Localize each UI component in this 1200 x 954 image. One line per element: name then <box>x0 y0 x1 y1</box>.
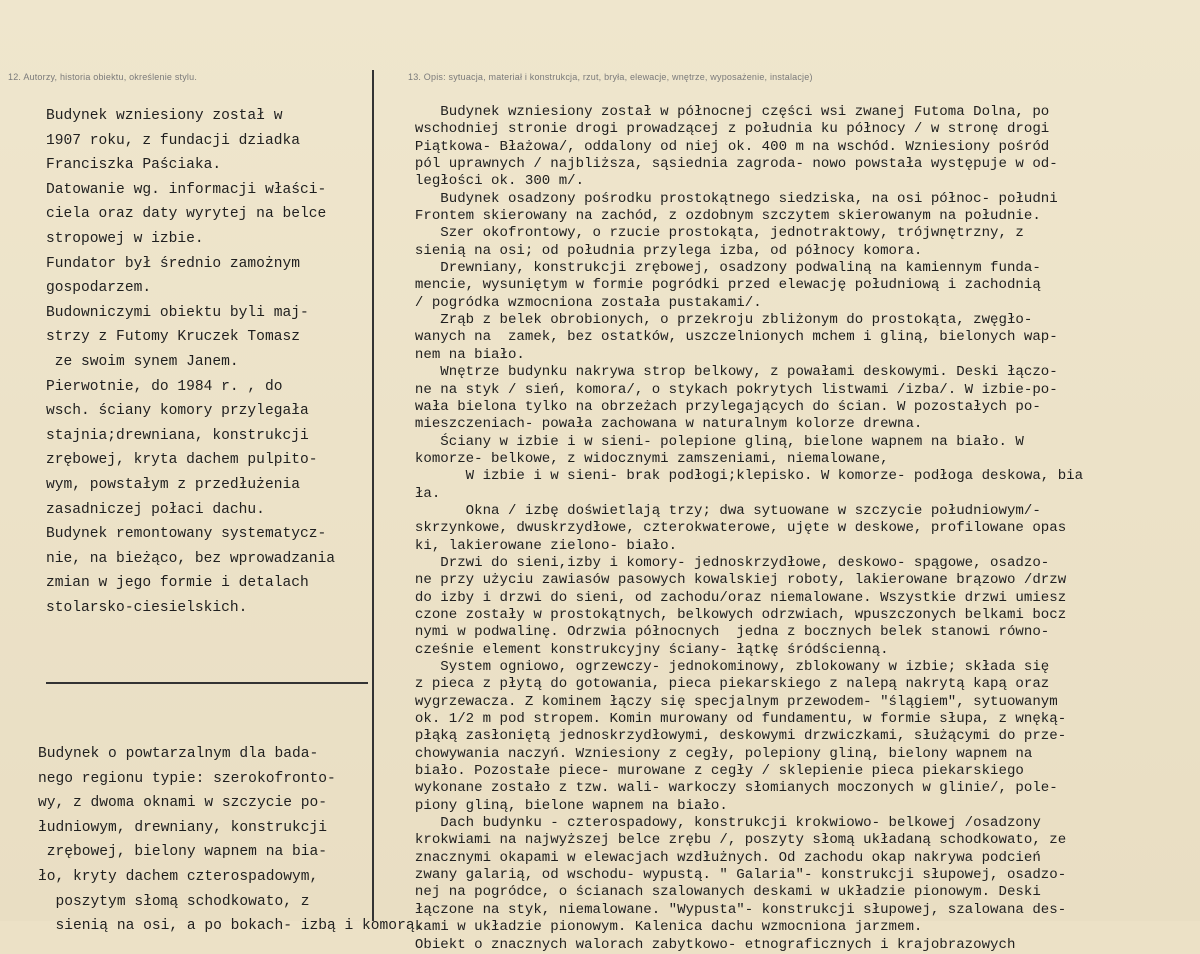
text-line: stolarsko-ciesielskich. <box>46 599 248 616</box>
text-line: zrębowej, kryta dachem pulpito- <box>46 452 318 469</box>
text-line: Ściany w izbie i w sieni- polepione gliną, bielone wapnem na biało. W <box>398 433 1024 450</box>
text-line: wsch. ściany komory przylegała <box>46 403 309 420</box>
text-line: czone zostały w prostokątnych, belkowych odrzwiach, wpuszczonych belkami bocz <box>398 606 1067 623</box>
text-line: znacznymi okapami w elewacjach wzdłużnych. Od zachodu okap nakrywa podcień <box>398 849 1041 866</box>
text-line: do izby i drzwi do sieni, od zachodu/oraz niemalowane. Wszystkie drzwi umiesz <box>398 589 1067 606</box>
text-line: Okna / izbę doświetlają trzy; dwa sytuowane w szczycie południowym/- <box>398 502 1041 519</box>
text-line: zrębowej, bielony wapnem na bia- <box>38 844 328 861</box>
text-line: cześnie element konstrukcyjny ściany- łątkę śródścienną. <box>398 641 889 658</box>
text-line: stajnia;drewniana, konstrukcji <box>46 427 309 444</box>
description-text <box>398 104 1198 954</box>
text-line: Franciszka Paściaka. <box>46 157 222 174</box>
text-line: ległości ok. 300 m/. <box>398 173 585 190</box>
text-line: System ogniowo, ogrzewczy- jednokominowy, zblokowany w izbie; składa się <box>398 659 1050 675</box>
text-line: strzy z Futomy Kruczek Tomasz <box>46 329 300 346</box>
text-line: Datowanie wg. informacji właści- <box>46 181 327 198</box>
text-line: wanych na zamek, bez ostatków, uszczelnionych mchem i gliną, bielonych wap- <box>398 329 1058 346</box>
text-line: wała bielona tylko na obrzeżach przylegających do ścian. W pozostałych po- <box>398 398 1041 415</box>
text-line: ne przy użyciu zawiasów pasowych kowalskiej roboty, lakierowane brązowo /drzw <box>398 572 1067 589</box>
text-line: nie, na bieżąco, bez wprowadzania <box>46 550 336 567</box>
text-line: W izbie i w sieni- brak podłogi;klepisko. W komorze- podłoga deskowa, bia <box>398 468 1084 485</box>
text-line: ła. <box>398 485 441 502</box>
text-line: stropowej w izbie. <box>46 230 204 247</box>
text-line: Budowniczymi obiektu byli maj- <box>46 304 309 321</box>
text-line: z pieca z płytą do gotowania, pieca piekarskiego z nalepą nakrytą kapą oraz <box>398 676 1050 693</box>
text-line: mieszczeniach- powała zachowana w naturalnym kolorze drewna. <box>398 416 923 433</box>
text-line: / pogródka wzmocniona została pustakami/. <box>398 294 762 311</box>
text-line: wschodniej stronie drogi prowadzącej z południa ku północy / w stronę drogi <box>398 121 1050 138</box>
text-line: chowywania naczyń. Wzniesiony z cegły, polepiony gliną, bielony wapnem na <box>398 745 1033 762</box>
text-line: nem na biało. <box>398 346 525 363</box>
text-line: Piątkowa- Błażowa/, oddalony od niej ok. 400 m na wschód. Wzniesiony pośród <box>398 138 1050 155</box>
text-line: Budynek remontowany systematycz- <box>46 526 327 543</box>
text-line: Wnętrze budynku nakrywa strop belkowy, z powałami deskowymi. Deski łączo- <box>398 364 1058 381</box>
text-line: wym, powstałym z przedłużenia <box>46 476 300 493</box>
text-line: Obiekt o znacznych walorach zabytkowo- etnograficznych i krajobrazowych <box>398 936 1016 953</box>
text-line: płąką zasłoniętą jednoskrzydłowymi, deskowymi drzwiczkami, służącymi do prze- <box>398 728 1067 745</box>
text-line: nej na pogródce, o ścianach szalowanych deskami w układzie pionowym. Deski <box>398 884 1041 901</box>
text-line: skrzynkowe, dwuskrzydłowe, czterokwaterowe, ujęte w deskowe, profilowane opas <box>398 520 1067 537</box>
text-line: łudniowym, drewniany, konstrukcji <box>38 819 328 836</box>
text-line: Dach budynku - czterospadowy, konstrukcji krokwiowo- belkowej /osadzony <box>398 815 1041 832</box>
section-divider <box>46 682 368 684</box>
text-line: ne na styk / sień, komora/, o stykach pokrytych listwami /izba/. W izbie-po- <box>398 381 1058 398</box>
text-line: ok. 1/2 m pod stropem. Komin murowany od fundamentu, w formie słupa, z wnęką- <box>398 711 1067 728</box>
left-column-header: 12. Autorzy, historia obiektu, określenie stylu. <box>8 72 198 82</box>
text-line: pól uprawnych / najbliższa, sąsiednia zagroda- nowo powstała występuje w od- <box>398 156 1058 173</box>
text-line: Drewniany, konstrukcji zrębowej, osadzony podwaliną na kamiennym funda- <box>398 260 1041 277</box>
text-line: ciela oraz daty wyrytej na belce <box>46 206 327 223</box>
text-line: Zrąb z belek obrobionych, o przekroju zbliżonym do prostokąta, zwęgło- <box>398 312 1033 329</box>
text-line: Drzwi do sieni,izby i komory- jednoskrzydłowe, deskowo- spągowe, osadzo- <box>398 554 1050 571</box>
text-line: nego regionu typie: szerokofronto- <box>38 770 336 787</box>
text-line: wy, z dwoma oknami w szczycie po- <box>38 795 328 812</box>
text-line: ki, lakierowane zielono- biało. <box>398 537 678 554</box>
text-line: poszytym słomą schodkowato, z <box>38 893 310 910</box>
style-text <box>38 742 424 939</box>
text-line: kami w układzie pionowym. Kalenica dachu wzmocniona jarzmem. <box>398 919 923 936</box>
text-line: sienią na osi; od południa przylega izba, od północy komora. <box>398 242 923 259</box>
text-line: Budynek o powtarzalnym dla bada- <box>38 746 319 762</box>
text-line: 1907 roku, z fundacji dziadka <box>46 132 300 149</box>
text-line: Budynek wzniesiony został w północnej części wsi zwanej Futoma Dolna, po <box>398 104 1050 120</box>
text-line: Szer okofrontowy, o rzucie prostokąta, jednotraktowy, trójwnętrzny, z <box>398 225 1024 242</box>
text-line: zmian w jego formie i detalach <box>46 575 309 592</box>
text-line: biało. Pozostałe piece- murowane z cegły / sklepienie pieca piekarskiego <box>398 763 1024 780</box>
text-line: zwany galarią, od wschodu- wypustą. " Galaria"- konstrukcji słupowej, osadzo- <box>398 867 1067 884</box>
text-line: wygrzewacza. Z kominem łączy się specjalnym przewodem- "ślągiem", sytuowanym <box>398 693 1058 710</box>
text-line: łączone na styk, niemalowane. "Wypusta"- konstrukcji słupowej, szalowana des- <box>398 901 1067 918</box>
text-line: Frontem skierowany na zachód, z ozdobnym szczytem skierowanym na południe. <box>398 208 1041 225</box>
text-line: gospodarzem. <box>46 280 152 297</box>
text-line: komorze- belkowe, z widocznymi zamszeniami, niemalowane, <box>398 450 889 467</box>
text-line: sienią na osi, a po bokach- izbą i komorą. <box>38 918 424 935</box>
text-line: ło, kryty dachem czterospadowym, <box>38 868 319 885</box>
text-line: piony gliną, bielone wapnem na biało. <box>398 797 728 814</box>
text-line: nymi w podwalinę. Odrzwia północnych jedna z bocznych belek stanowi równo- <box>398 624 1050 641</box>
text-line: Fundator był średnio zamożnym <box>46 255 300 272</box>
text-line: zasadniczej połaci dachu. <box>46 501 265 518</box>
text-line: wykonane zostało z tzw. wali- warkoczy słomianych moczonych w glinie/, pole- <box>398 780 1058 797</box>
history-text <box>46 104 366 620</box>
text-line: krokwiami na najwyższej belce zrębu /, poszyty słomą układaną schodkowato, ze <box>398 832 1067 849</box>
text-line: Pierwotnie, do 1984 r. , do <box>46 378 283 395</box>
right-column-header: 13. Opis: sytuacja, materiał i konstrukcja, rzut, bryła, elewacje, wnętrze, wyposażenie, instalacje) <box>408 72 813 82</box>
text-line: mencie, wysuniętym w formie pogródki przed elewację południową i zachodnią <box>398 277 1041 294</box>
text-line: Budynek osadzony pośrodku prostokątnego siedziska, na osi północ- południ <box>398 190 1058 207</box>
text-line: ze swoim synem Janem. <box>46 353 239 370</box>
text-line: Budynek wzniesiony został w <box>46 108 283 124</box>
